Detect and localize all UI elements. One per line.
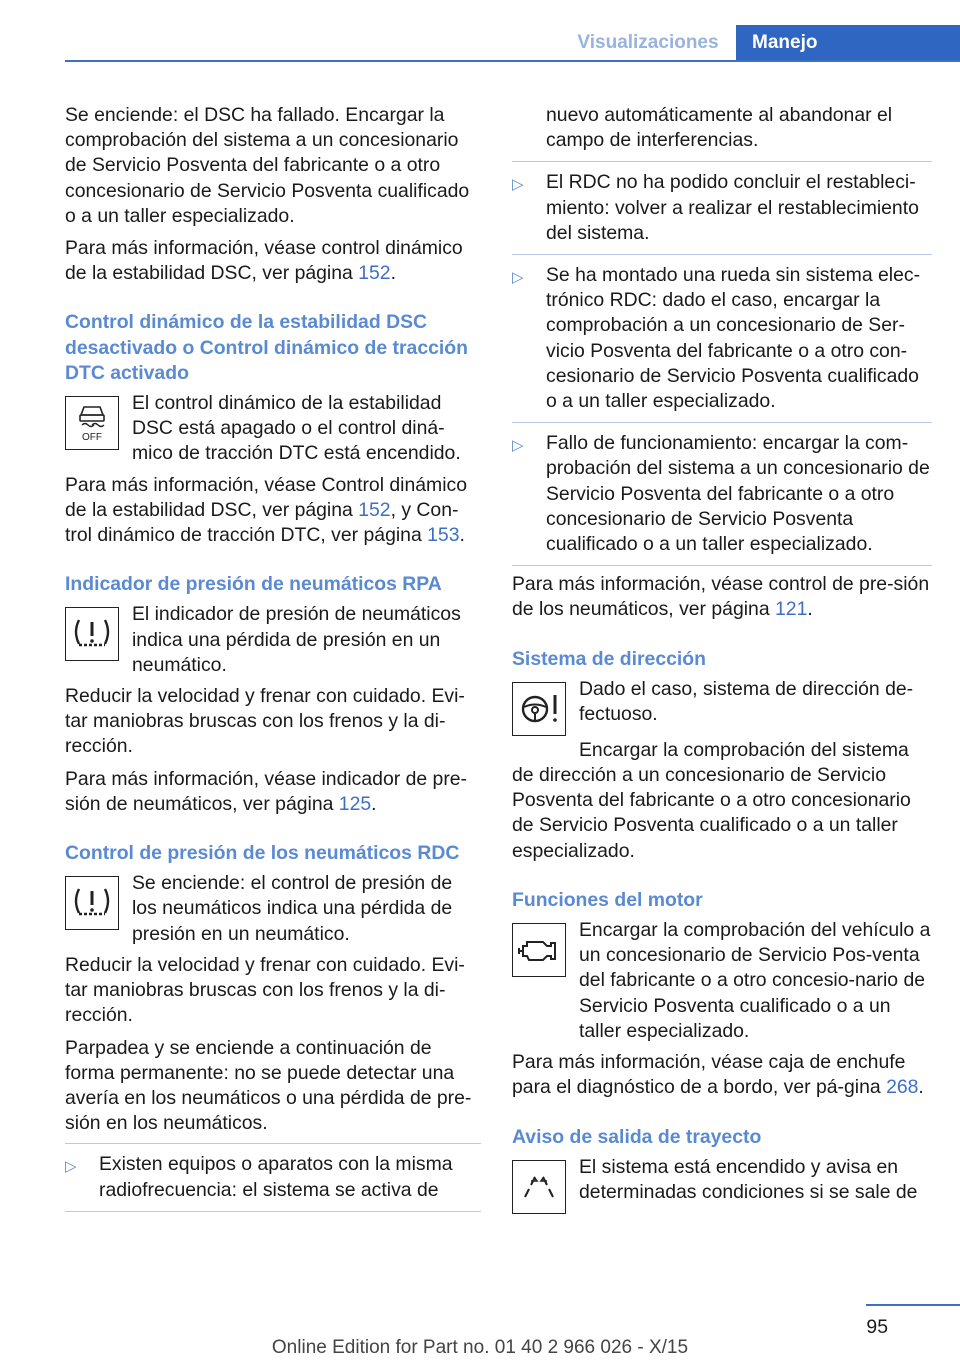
lane-row — [512, 1155, 932, 1214]
bullet-spacer — [512, 103, 546, 153]
heading-steering: Sistema de dirección — [512, 647, 706, 670]
left-column — [65, 103, 481, 1212]
list-item: ▷ Se ha montado una rueda sin sistema elec‐trónico RDC: dado el caso, encargar la comprobación a un concesionario de Ser‐vicio Posventa del fabricante o a otro con‐cesionario de Servicio Posventa cualificado o a un taller especializado. — [512, 255, 932, 423]
page-link-152[interactable]: 152 — [358, 262, 391, 285]
edition-footer: Online Edition for Part no. 01 40 2 966 026 - X/15 — [271, 1337, 689, 1358]
engine-check-icon — [512, 923, 566, 977]
triangle-right-icon: ▷ — [512, 176, 524, 194]
page-number: 95 — [866, 1316, 888, 1338]
dsc-off-reference: Para más información, véase Control dinámico de la estabilidad DSC, ver página 152, y Con‐trol dinámico de tracción DTC, ver página 153. — [65, 473, 467, 547]
svg-text:OFF: OFF — [82, 432, 102, 444]
heading-lane-departure: Aviso de salida de trayecto — [512, 1125, 762, 1148]
rpa-reference: Para más información, véase indicador de pre‐sión de neumáticos, ver página 125. — [65, 767, 468, 815]
steering-warning-icon — [512, 682, 566, 736]
page-link-121[interactable]: 121 — [775, 598, 808, 621]
heading-dsc-off: Control dinámico de la estabilidad DSC desactivado o Control dinámico de tracción DTC activado — [65, 311, 468, 384]
engine-row — [512, 918, 932, 1044]
heading-engine: Funciones del motor — [512, 888, 703, 911]
triangle-right-icon: ▷ — [512, 269, 524, 287]
rpa-advice: Reducir la velocidad y frenar con cuidado. Evi‐tar maniobras bruscas con los frenos y la di‐rección. — [65, 685, 465, 758]
list-item: ▷ Existen equipos o aparatos con la misma radiofrecuencia: el sistema se activa de — [65, 1143, 481, 1211]
rdc-blinking: Parpadea y se enciende a continuación de forma permanente: no se puede detectar una avería en los neumáticos o una pérdida de pre‐sión en los neumáticos. — [65, 1036, 472, 1135]
steering-description: Dado el caso, sistema de dirección de‐fectuoso. — [579, 677, 914, 726]
rpa-row — [65, 602, 481, 678]
dsc-off-row — [65, 391, 481, 467]
page-link-152[interactable]: 152 — [358, 498, 391, 521]
rdc-description: Se enciende: el control de presión de los neumáticos indica una pérdida de presión en un neumático. — [132, 872, 453, 945]
triangle-right-icon: ▷ — [512, 437, 524, 455]
rdc-reference: Para más información, véase control de pre‐sión de los neumáticos, ver página 121. — [512, 573, 930, 621]
engine-description: Encargar la comprobación del vehículo a un concesionario de Servicio Pos‐venta del fabricante o a otro concesio‐nario de Servicio Posventa cualificado o a un taller especializado. — [579, 919, 931, 1042]
dsc-off-icon — [65, 396, 119, 450]
list-item: ▷ El RDC no ha podido concluir el restableci‐miento: volver a realizar el restablecimiento del sistema. — [512, 162, 932, 255]
dsc-reference-paragraph: Para más información, véase control dinámico de la estabilidad DSC, ver página 152. — [65, 237, 463, 285]
lane-departure-icon — [512, 1160, 566, 1214]
steering-row — [512, 677, 932, 736]
page-link-268[interactable]: 268 — [886, 1076, 919, 1099]
heading-rdc: Control de presión de los neumáticos RDC — [65, 842, 460, 865]
header-rule — [65, 60, 960, 62]
page-number-rule — [866, 1304, 960, 1306]
rpa-description: El indicador de presión de neumáticos indica una pérdida de presión en un neumático. — [132, 603, 461, 676]
tire-pressure-warning-icon — [65, 876, 119, 930]
page-link-125[interactable]: 125 — [338, 792, 372, 815]
right-column — [512, 103, 932, 1220]
triangle-right-icon: ▷ — [65, 1158, 77, 1176]
list-item: ▷ Fallo de funcionamiento: encargar la com‐probación del sistema a un concesionario de Servicio Posventa del fabricante o a otro concesionario de Servicio Posventa cualificado o a un taller especializado. — [512, 423, 932, 566]
tab-visualizaciones[interactable]: Visualizaciones — [577, 32, 719, 53]
dsc-failure-paragraph: Se enciende: el DSC ha fallado. Encargar la comprobación del sistema a un concesionario de Servicio Posventa del fabricante o a otro concesionario de Servicio Posventa cualificado o a un taller especializado. — [65, 104, 470, 227]
page-link-153[interactable]: 153 — [427, 524, 460, 547]
rdc-row — [65, 871, 481, 947]
list-item-continued: nuevo automáticamente al abandonar el campo de interferencias. — [512, 103, 932, 162]
lane-description: El sistema está encendido y avisa en determinadas condiciones si se sale de — [579, 1155, 918, 1203]
rdc-advice: Reducir la velocidad y frenar con cuidado. Evi‐tar maniobras bruscas con los frenos y la di‐rección. — [65, 953, 465, 1027]
steering-advice: Encargar la comprobación del sistema de dirección a un concesionario de Servicio Posventa del fabricante o a otro concesionario de Servicio Posventa cualificado o a un taller especializado. — [512, 738, 911, 862]
heading-rpa: Indicador de presión de neumáticos RPA — [65, 573, 442, 596]
tire-pressure-warning-icon — [65, 607, 119, 661]
tab-manejo[interactable]: Manejo — [736, 25, 960, 61]
dsc-off-description: El control dinámico de la estabilidad DSC está apagado o el control diná‐mico de tracción DTC está encendido. — [132, 392, 461, 465]
engine-reference: Para más información, véase caja de enchufe para el diagnóstico de a bordo, ver pá‐gina 268. — [512, 1051, 924, 1099]
